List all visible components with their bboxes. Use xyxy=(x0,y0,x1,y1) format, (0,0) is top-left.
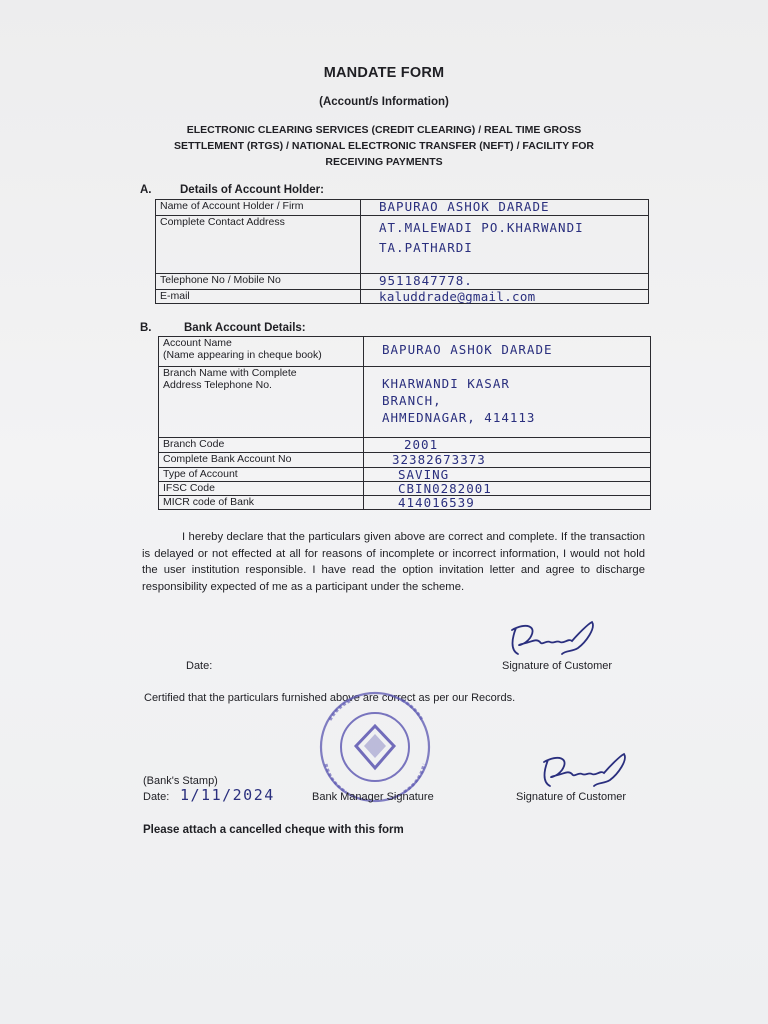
bank-stamp-seal xyxy=(312,690,438,804)
customer-signature xyxy=(492,614,612,666)
account-holder-name-value: BAPURAO ASHOK DARADE xyxy=(361,200,649,216)
section-b-letter: B. xyxy=(140,322,152,334)
branch-line-2: BRANCH, xyxy=(382,393,442,408)
bank-date-value: 1/11/2024 xyxy=(180,786,275,804)
field-label: Name of Account Holder / Firm xyxy=(156,200,361,216)
label-line-2: (Name appearing in cheque book) xyxy=(163,349,322,361)
address-line-2: TA.PATHARDI xyxy=(379,240,473,255)
field-label xyxy=(159,337,364,367)
table-row xyxy=(159,496,651,510)
bank-account-table xyxy=(158,336,651,510)
table-row xyxy=(159,337,651,367)
table-row xyxy=(159,453,651,468)
contact-address-value xyxy=(361,216,649,274)
ifsc-code-value: CBIN0282001 xyxy=(364,482,651,496)
customer-signature-label: Signature of Customer xyxy=(502,660,613,672)
declaration-paragraph: I hereby declare that the particulars given above are correct and complete. If the transaction is delayed or not effected at all for reasons of incomplete or incorrect information, I would not hold the user institution responsible. I have read the option invitation letter and agree to discharge responsibility expected of me as a participant under the scheme. xyxy=(142,531,645,593)
section-a-letter: A. xyxy=(140,184,152,196)
bank-stamp-label: (Bank's Stamp) xyxy=(143,775,218,787)
form-heading-line-1: ELECTRONIC CLEARING SERVICES (CREDIT CLEARING) / REAL TIME GROSS xyxy=(186,124,582,136)
form-title: MANDATE FORM xyxy=(323,65,445,81)
form-heading-line-3: RECEIVING PAYMENTS xyxy=(325,156,443,168)
label-line-1: Branch Name with Complete xyxy=(163,367,297,379)
telephone-value: 9511847778. xyxy=(361,274,649,290)
footer-note: Please attach a cancelled cheque with this form xyxy=(143,824,404,836)
table-row xyxy=(156,274,649,290)
micr-code-value: 414016539 xyxy=(364,496,651,510)
field-label: Complete Bank Account No xyxy=(159,453,364,468)
section-b-title: Bank Account Details: xyxy=(184,322,306,334)
branch-line-1: KHARWANDI KASAR xyxy=(382,376,510,391)
field-label: E-mail xyxy=(156,290,361,304)
email-value: kaluddrade@gmail.com xyxy=(361,290,649,304)
form-heading-line-2: SETTLEMENT (RTGS) / NATIONAL ELECTRONIC TRANSFER (NEFT) / FACILITY FOR xyxy=(174,140,594,152)
account-holder-table xyxy=(155,199,649,304)
account-type-value: SAVING xyxy=(364,468,651,482)
section-a-title: Details of Account Holder: xyxy=(180,184,324,196)
certification-text: Certified that the particulars furnished above are correct as per our Records. xyxy=(144,692,516,704)
field-label: IFSC Code xyxy=(159,482,364,496)
field-label: MICR code of Bank xyxy=(159,496,364,510)
field-label: Branch Code xyxy=(159,438,364,453)
table-row xyxy=(159,482,651,496)
bank-date-label: Date: xyxy=(143,791,170,803)
customer-signature-lower-label: Signature of Customer xyxy=(516,791,627,803)
table-row xyxy=(156,200,649,216)
field-label: Complete Contact Address xyxy=(156,216,361,274)
field-label: Telephone No / Mobile No xyxy=(156,274,361,290)
table-row xyxy=(159,438,651,453)
branch-address-value xyxy=(364,367,651,438)
branch-code-value: 2001 xyxy=(364,438,651,453)
table-row xyxy=(156,290,649,304)
branch-line-3: AHMEDNAGAR, 414113 xyxy=(382,410,536,425)
form-subtitle: (Account/s Information) xyxy=(319,96,449,108)
table-row xyxy=(159,468,651,482)
table-row xyxy=(159,367,651,438)
date-label: Date: xyxy=(186,660,213,672)
table-row xyxy=(156,216,649,274)
bank-account-number-value: 32382673373 xyxy=(364,453,651,468)
field-label: Type of Account xyxy=(159,468,364,482)
label-line-2: Address Telephone No. xyxy=(163,379,272,391)
label-line-1: Account Name xyxy=(163,337,232,349)
field-label xyxy=(159,367,364,438)
bank-manager-signature-label: Bank Manager Signature xyxy=(312,791,434,803)
address-line-1: AT.MALEWADI PO.KHARWANDI xyxy=(379,220,584,235)
account-name-value: BAPURAO ASHOK DARADE xyxy=(364,337,651,367)
